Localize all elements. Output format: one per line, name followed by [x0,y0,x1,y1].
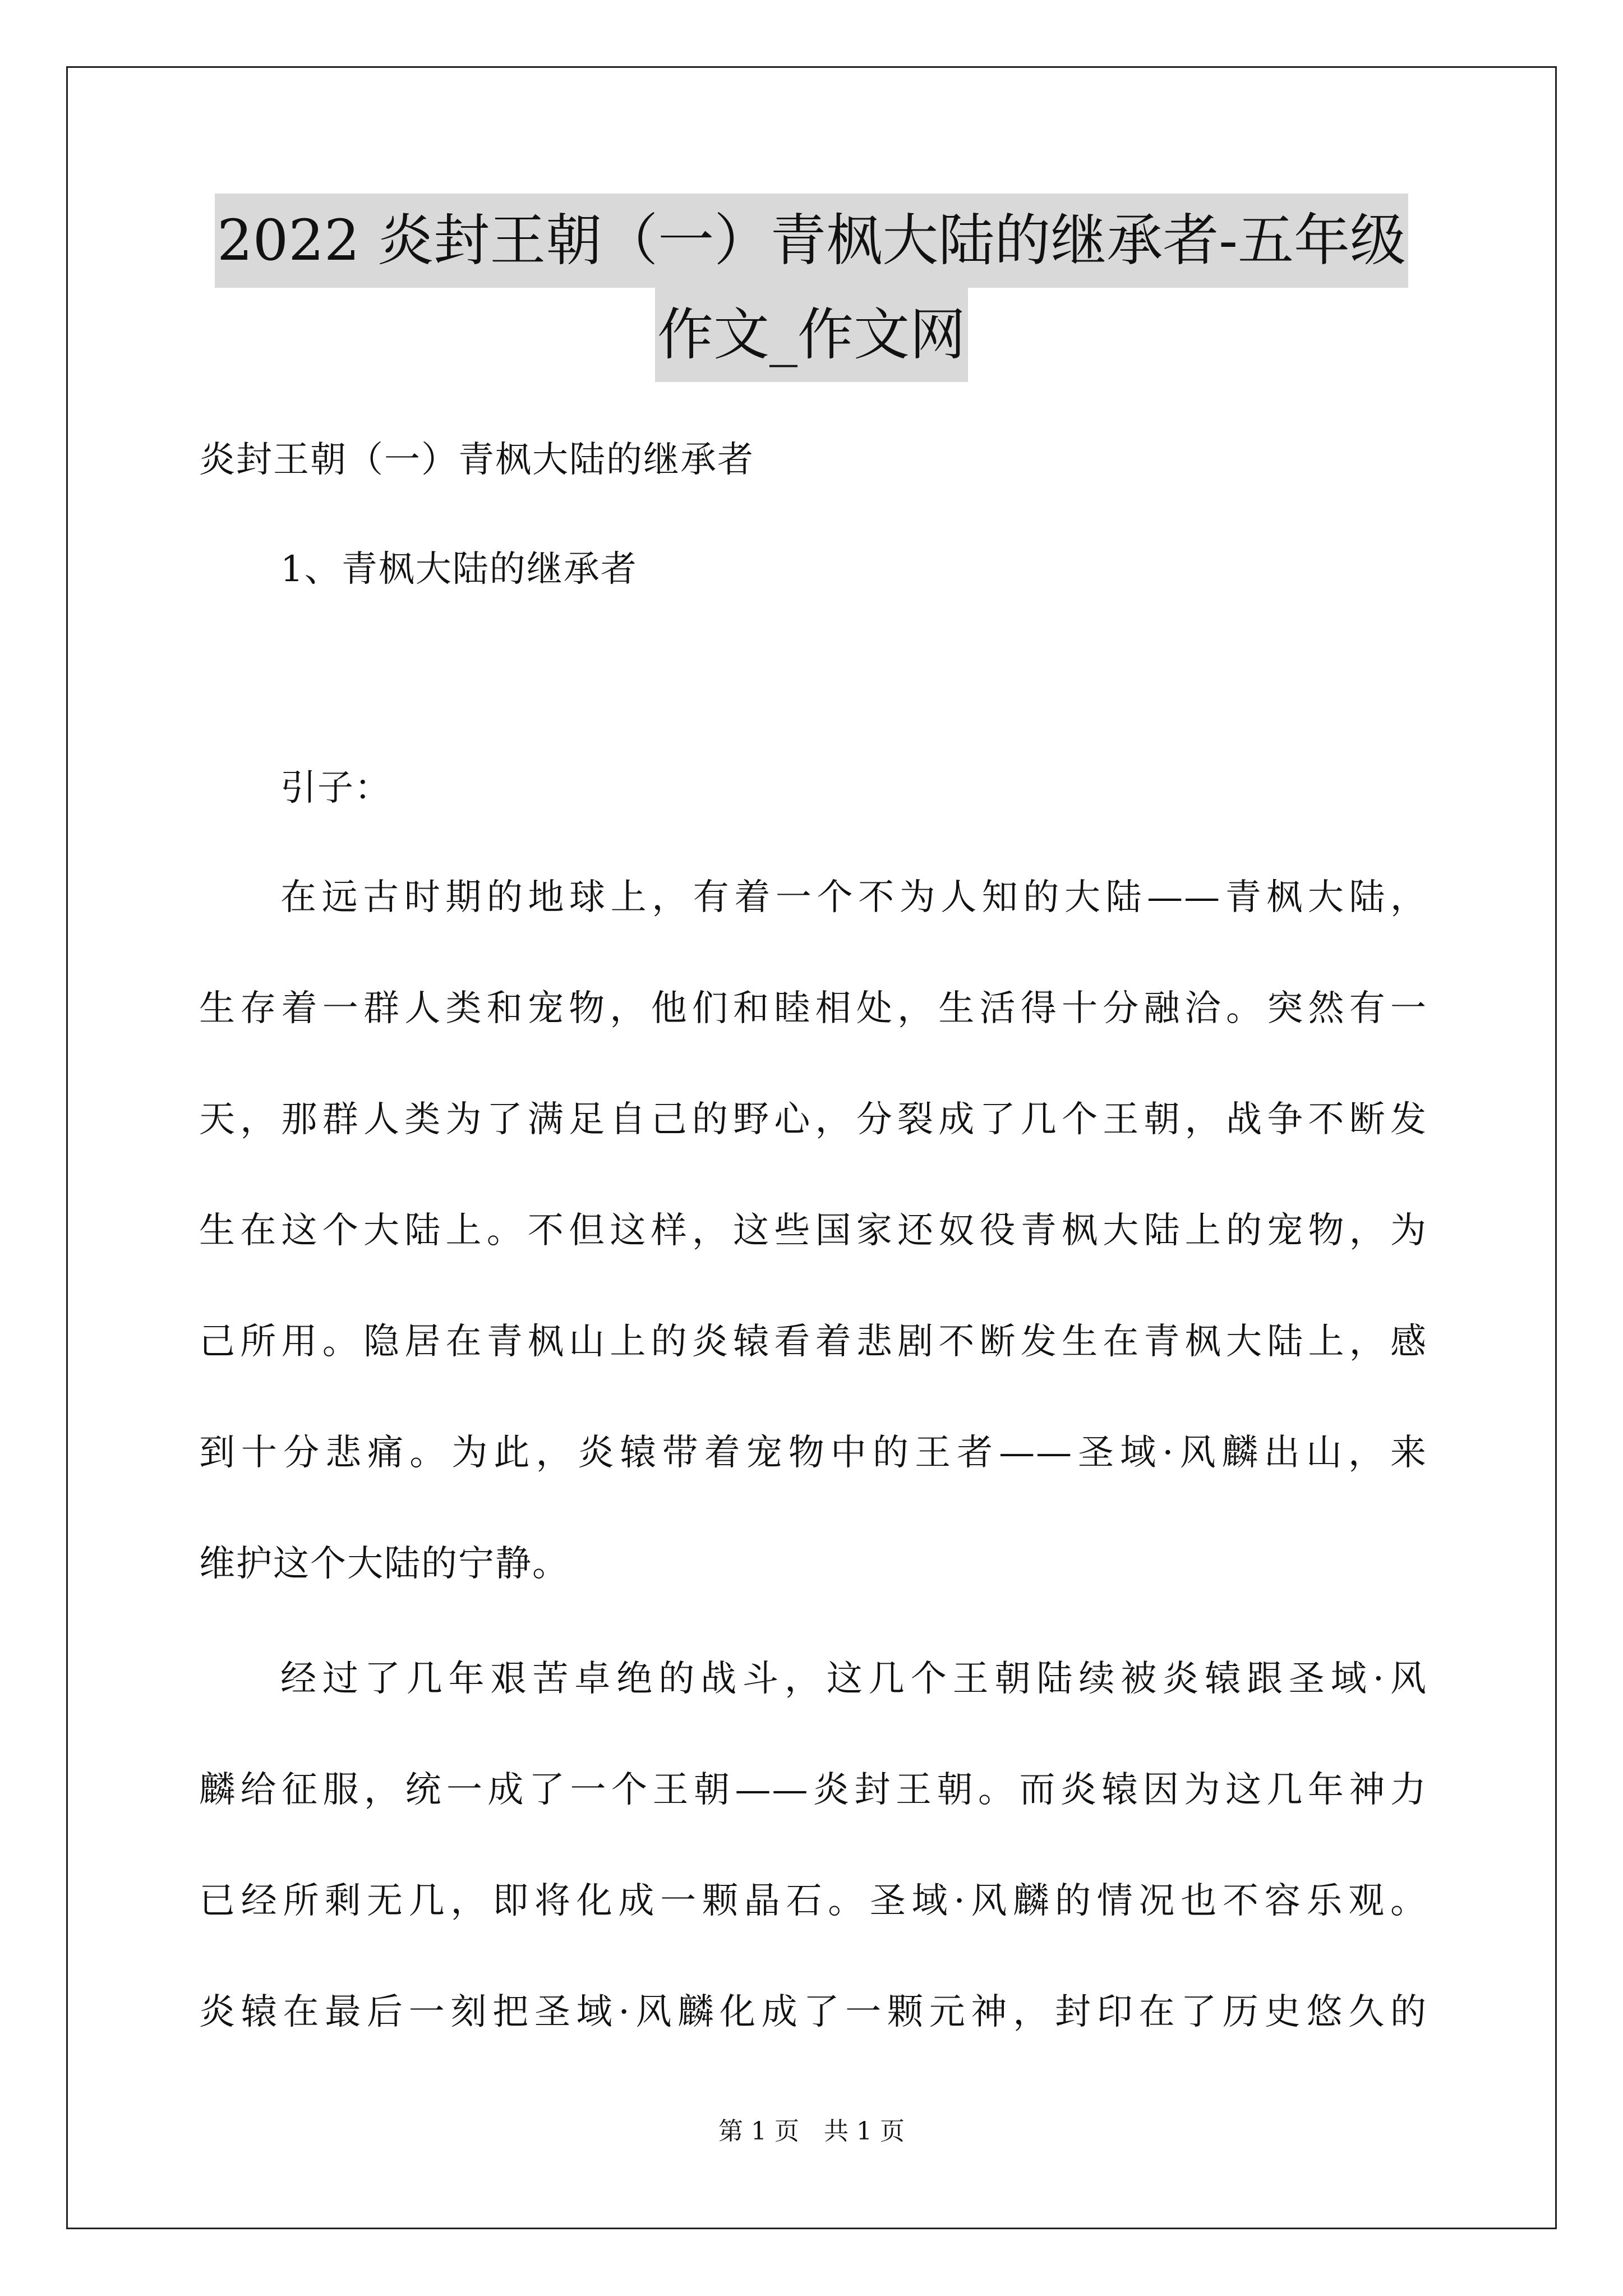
paragraph-2 [199,1651,1427,2095]
article-subtitle: 炎封王朝（一）青枫大陆的继承者 [199,439,754,481]
paragraph-line: 维护这个大陆的宁静。 [199,1543,569,1585]
title-line-1: 2022 炎封王朝（一）青枫大陆的继承者-五年级 [215,194,1408,288]
paragraph-line: 生在这个大陆上。不但这样，这些国家还奴役青枫大陆上的宠物，为 [199,1210,1427,1251]
paragraph-line: 在远古时期的地球上，有着一个不为人知的大陆——青枫大陆， [280,877,1427,918]
paragraph-line: 生存着一群人类和宠物，他们和睦相处，生活得十分融洽。突然有一 [199,988,1427,1029]
paragraph-line: 麟给征服，统一成了一个王朝——炎封王朝。而炎辕因为这几年神力 [199,1769,1427,1811]
paragraph-line: 炎辕在最后一刻把圣域·风麟化成了一颗元神，封印在了历史悠久的 [199,1991,1427,2033]
paragraph-line: 经过了几年艰苦卓绝的战斗，这几个王朝陆续被炎辕跟圣域·风 [280,1658,1427,1700]
paragraph-line: 天，那群人类为了满足自己的野心，分裂成了几个王朝，战争不断发 [199,1099,1427,1140]
paragraph-line: 到十分悲痛。为此，炎辕带着宠物中的王者——圣域·风麟出山，来 [199,1432,1427,1474]
title-line-2: 作文_作文网 [655,288,968,382]
chapter-heading: 1、青枫大陆的继承者 [280,549,638,590]
document-title [196,194,1427,382]
paragraph-line: 已经所剩无几，即将化成一颗晶石。圣域·风麟的情况也不容乐观。 [199,1880,1427,1922]
intro-label: 引子： [280,767,391,809]
page-footer: 第 1 页 共 1 页 [718,2117,905,2146]
paragraph-1 [199,869,1427,1647]
paragraph-line: 己所用。隐居在青枫山上的炎辕看着悲剧不断发生在青枫大陆上，感 [199,1321,1427,1363]
